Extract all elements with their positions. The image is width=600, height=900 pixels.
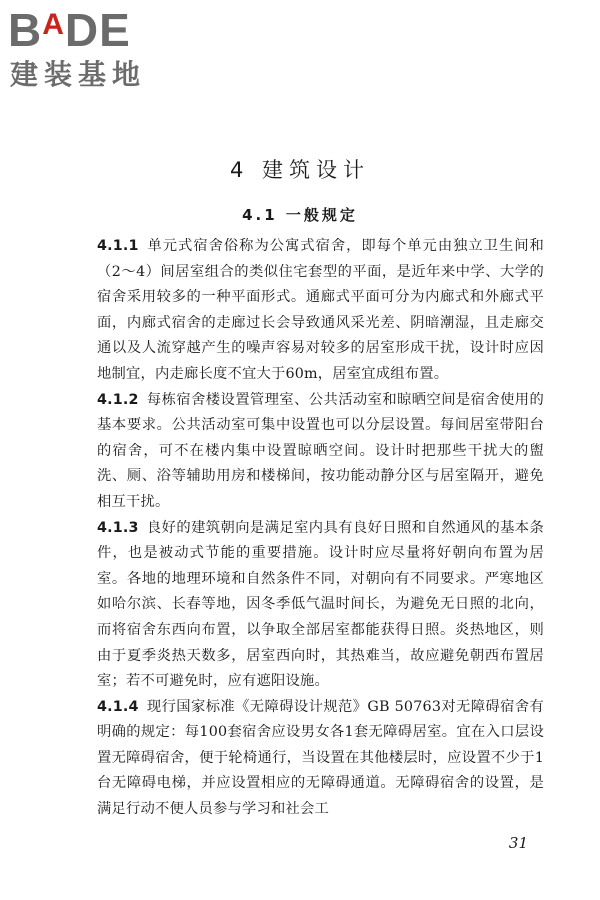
paragraph-text: 每栋宿舍楼设置管理室、公共活动室和晾晒空间是宿舍使用的基本要求。公共活动室可集中设置也可以分层设置。每间居室带阳台的宿舍，可不在楼内集中设置晾晒空间。设计时把那些干扰大的盥洗、厕、浴等辅助用房和楼梯间，按功能动静分区与居室隔开，避免相互干扰。	[97, 391, 544, 510]
paragraph-text: 现行国家标准《无障碍设计规范》GB 50763对无障碍宿舍有明确的规定：每100套宿舍应设男女各1套无障碍居室。宜在入口层设置无障碍宿舍，便于轮椅通行，当设置在其他楼层时，应设置不少于1台无障碍电梯，并应设置相应的无障碍通道。无障碍宿舍的设置，是满足行动不便人员参与学习和社会工	[97, 698, 544, 818]
paragraph-4-1-3	[97, 516, 544, 695]
paragraph-text: 良好的建筑朝向是满足室内具有良好日照和自然通风的基本条件，也是被动式节能的重要措施。设计时应尽量将好朝向布置为居室。各地的地理环境和自然条件不同，对朝向有不同要求。严寒地区如哈尔滨、长春等地，因冬季低气温时间长，为避免无日照的北向，而将宿舍东西向布置，以争取全部居室都能获得日照。炎热地区，则由于夏季炎热天数多，居室西向时，其热难当，故应避免朝西布置居室；若不可避免时，应有遮阳设施。	[97, 519, 544, 690]
chapter-title: 4 建筑设计	[229, 158, 371, 182]
logo-letter-accent: A	[42, 8, 65, 41]
paragraph-4-1-4	[97, 695, 544, 823]
clause-number: 4.1.3	[97, 519, 139, 536]
paragraph-4-1-2	[97, 388, 544, 516]
logo-subtitle: 建装基地	[10, 58, 147, 91]
logo-letters-rest: DE	[64, 4, 131, 56]
brand-logo	[8, 4, 178, 96]
logo-wordmark	[8, 4, 131, 63]
paragraph-4-1-1	[97, 234, 544, 388]
clause-number: 4.1.2	[97, 391, 139, 408]
section-title: 4.1 一般规定	[242, 206, 358, 224]
clause-number: 4.1.1	[97, 238, 139, 254]
body-text	[97, 234, 544, 823]
logo-letter-b: B	[8, 4, 43, 56]
clause-number: 4.1.4	[97, 698, 139, 715]
paragraph-text: 单元式宿舍俗称为公寓式宿舍，即每个单元由独立卫生间和（2～4）间居室组合的类似住宅套型的平面，是近年来中学、大学的宿舍采用较多的一种平面形式。通廊式平面可分为内廊式和外廊式平面，内廊式宿舍的走廊过长会导致通风采光差、阴暗潮湿，且走廊交通以及人流穿越产生的噪声容易对较多的居室形成干扰，设计时应因地制宜，内走廊长度不宜大于60m，居室宜成组布置。	[97, 238, 544, 382]
page-number: 31	[508, 834, 528, 852]
